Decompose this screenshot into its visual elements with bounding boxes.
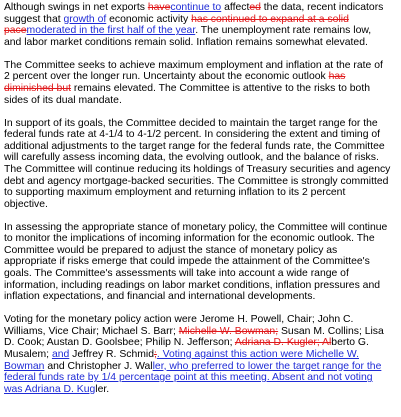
text-line (4, 164, 401, 176)
text-line (4, 245, 401, 257)
text-run: Voting for the monetary policy action were Jerome H. Powell, Chair; John C. (4, 314, 354, 326)
text-line (4, 14, 401, 26)
text-line (4, 152, 401, 164)
text-line (4, 337, 401, 349)
text-run: goals. The Committee's assessments will take into account a wide range of (4, 268, 349, 280)
text-run: appropriate if risks emerge that could impede the attainment of the Committee's (4, 256, 370, 268)
inserted-text: and (51, 349, 70, 360)
text-line (4, 349, 401, 361)
text-line (4, 37, 401, 49)
text-run: Susan M. Collins; Lisa (278, 325, 384, 337)
paragraph (4, 2, 401, 48)
text-run: federal funds rate at 4-1/4 to 4-1/2 percent. In considering the extent and timing of (4, 129, 381, 141)
paragraph (4, 222, 401, 303)
text-run: Committee would be prepared to adjust the stance of monetary policy as (4, 244, 338, 256)
text-line (4, 268, 401, 280)
text-run: 2 percent over the longer run. Uncertainty about the economic outlook (4, 71, 329, 83)
text-line (4, 314, 401, 326)
inserted-text: Bowman (4, 360, 45, 372)
text-run: objective. (4, 198, 48, 210)
text-run: berto G. (331, 337, 369, 349)
text-run: In support of its goals, the Committee decided to maintain the target range for the (4, 117, 378, 129)
text-run: additional adjustments to the target range for the federal funds rate, the Committee (4, 140, 385, 152)
inserted-text: moderated in the first half of the year (26, 25, 196, 37)
text-run: Williams, Vice Chair; Michael S. Barr; (4, 325, 179, 337)
inserted-text: growth of (63, 13, 107, 25)
text-line (4, 2, 401, 14)
text-line (4, 118, 401, 130)
inserted-text: . Voting against this action were Michelle W. (156, 349, 360, 360)
text-line (4, 60, 401, 72)
inserted-text: was Adriana D. Kug (4, 383, 96, 395)
text-run: to monitor the implications of incoming information for the economic outlook. The (4, 233, 375, 245)
text-run: suggest that (4, 13, 64, 25)
paragraph (4, 118, 401, 211)
text-run: and labor market conditions remain solid. Inflation remains somewhat elevated. (4, 36, 368, 48)
deleted-text: ; (153, 349, 157, 360)
deleted-text: pace (4, 25, 27, 37)
text-line (4, 71, 401, 83)
text-run: ler. (95, 383, 110, 395)
text-run: The Committee seeks to achieve maximum employment and inflation at the rate of (4, 59, 383, 71)
paragraph (4, 314, 401, 395)
text-line (4, 187, 401, 199)
text-run: Although swings in net exports (4, 2, 148, 13)
text-run: . The unemployment rate remains low, (195, 25, 372, 37)
text-line (4, 129, 401, 141)
text-line (4, 326, 401, 338)
text-line (4, 361, 401, 373)
text-line (4, 25, 401, 37)
text-run: affect (221, 2, 250, 13)
inserted-text: federal funds rate by 1/4 percentage point at this meeting. Absent and not voting (4, 372, 373, 384)
text-run: information, including readings on labor market conditions, inflation pressures and (4, 279, 381, 291)
inserted-text: ler, who preferred to lower the target range for the (152, 360, 382, 372)
deleted-text: diminished but (4, 82, 72, 94)
deleted-text: have (147, 2, 171, 13)
deleted-text: Michelle W. Bowman; (178, 325, 279, 337)
text-run: sides of its dual mandate. (4, 94, 122, 106)
text-run: economic activity (106, 13, 192, 25)
text-run: remains elevated. The Committee is attentive to the risks to both (71, 82, 370, 94)
text-run: inflation expectations, and financial and international developments. (4, 291, 316, 303)
text-run: In assessing the appropriate stance of monetary policy, the Committee will continue (4, 221, 388, 233)
inserted-text: continue to (170, 2, 222, 13)
text-line (4, 176, 401, 188)
text-line (4, 222, 401, 234)
text-line (4, 83, 401, 95)
text-run: The Committee will continue reducing its holdings of Treasury securities and agency (4, 163, 391, 175)
deleted-text: Adriana D. Kugler; Al (234, 337, 332, 349)
text-run: will carefully assess incoming data, the evolving outlook, and the balance of risks. (4, 152, 379, 164)
text-run: debt and agency mortgage-backed securities. The Committee is strongly committed (4, 175, 389, 187)
text-run: the data, recent indicators (260, 2, 384, 13)
text-run: to supporting maximum employment and returning inflation to its 2 percent (4, 187, 346, 199)
text-line (4, 280, 401, 292)
deleted-text: has continued to expand at a solid (191, 13, 349, 25)
paragraph (4, 60, 401, 106)
text-line (4, 233, 401, 245)
text-line (4, 291, 401, 303)
text-run: Jeffrey R. Schmid (69, 349, 154, 360)
text-line (4, 256, 401, 268)
text-run: Musalem; (4, 349, 52, 360)
text-line (4, 372, 401, 384)
text-run: and Christopher J. Wal (44, 360, 153, 372)
text-run: D. Cook; Austan D. Goolsbee; Philip N. Jefferson; (4, 337, 235, 349)
text-line (4, 384, 401, 396)
text-line (4, 95, 401, 107)
deleted-text: ed (249, 2, 261, 13)
text-line (4, 199, 401, 211)
deleted-text: has (328, 71, 346, 83)
text-line (4, 141, 401, 153)
